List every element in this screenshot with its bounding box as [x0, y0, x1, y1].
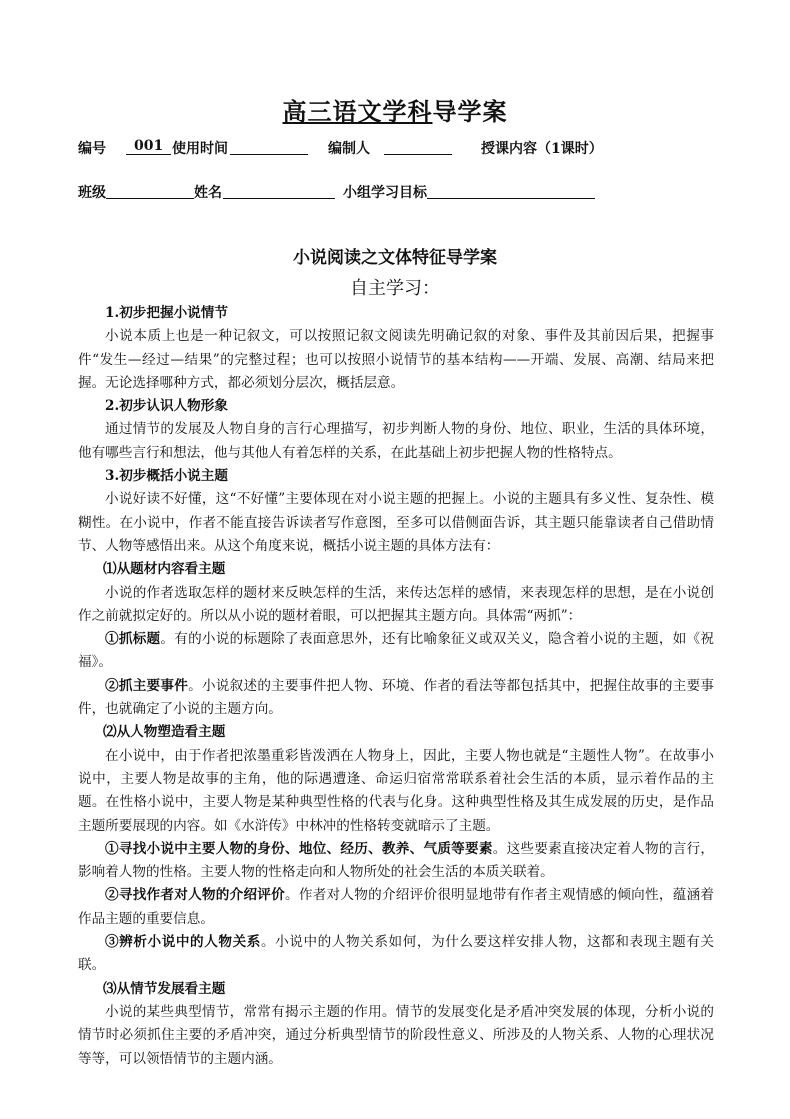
- method-1-point-1-text: 。有的小说的标题除了表面意思外，还有比喻象征义或双关义，隐含着小说的主题，如《祝福》。: [78, 631, 715, 671]
- method-2-point-1: [78, 838, 714, 885]
- section-1-text: 小说本质上也是一种记叙文，可以按照记叙文阅读先明确记叙的对象、事件及其前因后果，把握事件“发生—经过—结果”的完整过程；也可以按照小说情节的基本结构——开端、发展、高潮、结局来把握。无论选择哪种方式，都必须划分层次，概括层意。: [78, 328, 714, 391]
- method-2-point-2: [78, 884, 714, 931]
- content-label: 授课内容（1课时）: [481, 141, 603, 157]
- method-2-point-2-key: ②寻找作者对人物的介绍评价: [105, 887, 286, 904]
- class-field[interactable]: [106, 182, 194, 199]
- name-label: 姓名: [194, 185, 222, 201]
- method-2-point-2-text: 。作者对人物的介绍评价很明显地带有作者主观情感的倾向性，蕴涵着作品主题的重要信息。: [78, 887, 715, 927]
- method-1-text: 小说的作者选取怎样的题材来反映怎样的生活，来传达怎样的感情，来表现怎样的思想，是在小说创作之前就拟定好的。所以从小说的题材着眼，可以把握其主题方向。具体需“两抓”：: [78, 584, 714, 624]
- time-label: 使用时间: [172, 141, 228, 157]
- method-2-point-3-text: 。小说中的人物关系如何，为什么要这样安排人物，这都和表现主题有关联。: [78, 934, 715, 974]
- method-1-heading: ⑴从题材内容看主题: [103, 561, 226, 578]
- section-2-text: 通过情节的发展及人物自身的言行心理描写，初步判断人物的身份、地位、职业，生活的具体环境，他有哪些言行和想法，他与其他人有着怎样的关系，在此基础上初步把握人物的性格特点。: [78, 421, 714, 461]
- method-3-text: 小说的某些典型情节，常常有揭示主题的作用。情节的发展变化是矛盾冲突发展的体现，分析小说的情节时必须抓住主要的矛盾冲突，通过分析典型情节的阶段性意义、所涉及的人物关系、人物的心理状况等等，可以领悟情节的主题内涵。: [78, 1003, 714, 1067]
- method-2-heading: ⑵从人物塑造看主题: [103, 724, 226, 741]
- number-value: 001: [134, 138, 164, 154]
- worksheet-content: [78, 302, 714, 1071]
- method-1-point-2-key: ②抓主要事件: [105, 677, 189, 694]
- method-1-point-2: [78, 675, 714, 722]
- info-row-2: [78, 182, 718, 204]
- method-3-heading: ⑶从情节发展看主题: [103, 980, 226, 997]
- info-row-1: [78, 138, 718, 160]
- method-2-point-3: [78, 931, 714, 978]
- method-1-point-1: [78, 628, 714, 675]
- time-field[interactable]: [230, 138, 308, 155]
- method-2-point-3-key: ③辨析小说中的人物关系: [105, 934, 261, 951]
- section-2-heading: 2.初步认识人物形象: [105, 398, 228, 415]
- method-2-text: 在小说中，由于作者把浓墨重彩皆泼洒在人物身上，因此，主要人物也就是“主题性人物”。在故事小说中，主要人物是故事的主角，他的际遇遭逢、命运归宿常常联系着社会生活的本质，显示着作品的主题。在性格小说中，主要人物是某种典型性格的代表与化身。这种典型性格及其生成发展的历史，是作品主题所要展现的内容。如《水浒传》中林冲的性格转变就暗示了主题。: [78, 747, 714, 834]
- method-2-point-1-text: 。这些要素直接决定着人物的言行，影响着人物的性格。主要人物的性格走向和人物所处的社会生活的本质关联着。: [78, 840, 715, 881]
- method-2-point-1-key: ①寻找小说中主要人物的身份、地位、经历、教养、气质等要素: [105, 840, 493, 857]
- title-subject: 高三语文学科: [282, 97, 433, 126]
- method-1-point-2-text: 。小说叙述的主要事件把人物、环境、作者的看法等都包括其中，把握住故事的主要事件，也就确定了小说的主题方向。: [78, 677, 715, 718]
- group-goal-label: 小组学习目标: [343, 185, 427, 201]
- author-field[interactable]: [384, 138, 452, 155]
- class-label: 班级: [78, 185, 106, 201]
- section-3-heading: 3.初步概括小说主题: [105, 468, 228, 485]
- section-title: 自主学习：: [350, 278, 440, 299]
- title-suffix: 导学案: [432, 97, 508, 126]
- document-title: [0, 92, 790, 127]
- number-label: 编号: [78, 141, 106, 157]
- name-field[interactable]: [223, 182, 335, 199]
- worksheet-subtitle: 小说阅读之文体特征导学案: [293, 248, 497, 268]
- group-goal-field[interactable]: [427, 182, 595, 199]
- method-1-point-1-key: ①抓标题: [105, 631, 161, 648]
- section-3-text: 小说好读不好懂，这“不好懂”主要体现在对小说主题的把握上。小说的主题具有多义性、复杂性、模糊性。在小说中，作者不能直接告诉读者写作意图，至多可以借侧面告诉，其主题只能靠读者自己借助情节、人物等感悟出来。从这个角度来说，概括小说主题的具体方法有：: [78, 491, 714, 554]
- number-field[interactable]: [126, 138, 171, 155]
- section-1-heading: 1.初步把握小说情节: [105, 305, 228, 321]
- author-label: 编制人: [328, 141, 370, 157]
